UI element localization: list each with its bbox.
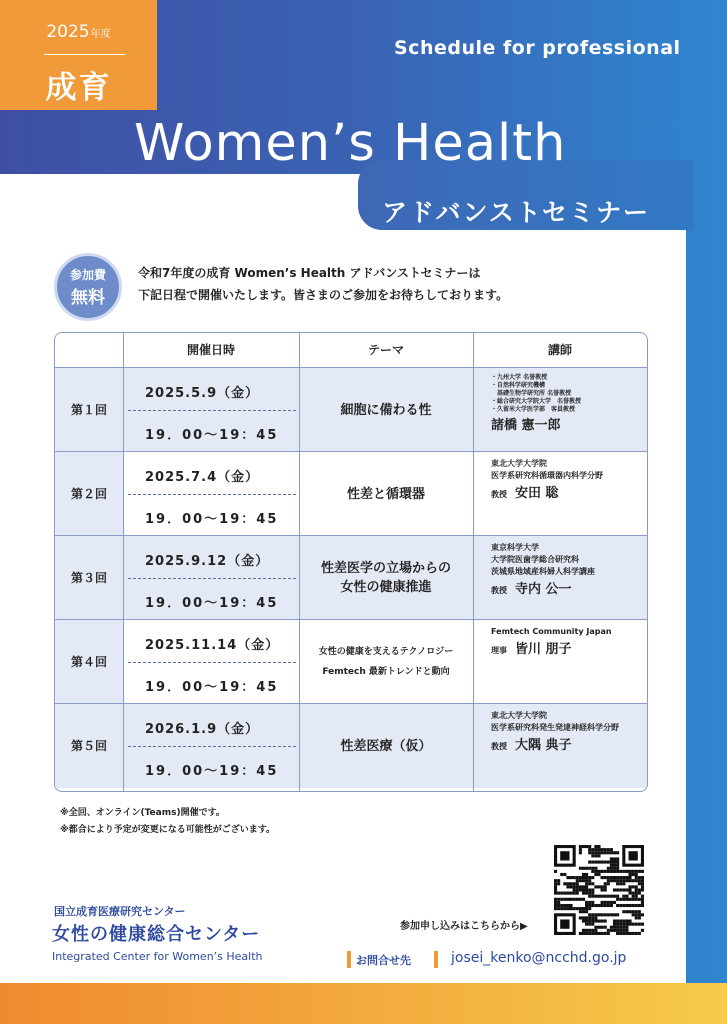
- org-name-english: Integrated Center for Women’s Health: [52, 950, 263, 963]
- year-suffix: 年度: [90, 29, 111, 40]
- lecturer-affiliation: 医学系研究科発生発達神経科学分野: [491, 723, 619, 732]
- schedule-table: [54, 332, 648, 792]
- note-item: ※全回、オンライン(Teams)開催です。: [60, 808, 225, 818]
- page-title: Women’s Health: [134, 114, 567, 173]
- intro-text: [138, 262, 508, 306]
- lecturer-cell: [491, 710, 641, 753]
- year-number: 2025: [46, 22, 90, 42]
- lecturer-affiliation: 大学院医歯学総合研究科: [491, 555, 579, 564]
- lecturer-cell: [491, 542, 641, 597]
- lecturer-name: 大隅 典子: [515, 738, 572, 753]
- session-time: 19．00～19：45: [145, 512, 279, 527]
- qr-code-icon[interactable]: [554, 845, 644, 935]
- session-label: 第１回: [55, 368, 123, 452]
- contact-accent: [434, 951, 438, 968]
- lecturer-affiliation: ・九州大学 名誉教授: [491, 374, 548, 381]
- session-time: 19．00～19：45: [145, 764, 279, 779]
- lecturer-affiliation: 東北大学大学院: [491, 459, 547, 468]
- lecturer-name-line: [491, 584, 641, 597]
- session-label: 第２回: [55, 452, 123, 536]
- session-time: 19．00～19：45: [145, 680, 279, 695]
- date-divider: [128, 578, 296, 579]
- lecturer-affiliation: ・久留米大学医学部 客員教授: [491, 406, 576, 413]
- intro-line: 下記日程で開催いたします。皆さまのご参加をお待ちしております。: [138, 288, 509, 302]
- free-label: 無料: [71, 288, 105, 308]
- table-row: [55, 367, 647, 452]
- session-label: 第４回: [55, 620, 123, 704]
- org-parent: 国立成育医療研究センター: [54, 905, 186, 918]
- lecturer-name: 諸橋 憲一郎: [491, 418, 561, 433]
- lecturer-affiliation: 茨城県地域産科婦人科学講座: [491, 567, 595, 576]
- table-row: [55, 619, 647, 704]
- lecturer-role: 教授: [491, 586, 507, 595]
- lecturer-cell: [491, 458, 641, 501]
- lecturer-name-line: [491, 644, 641, 657]
- date-divider: [128, 662, 296, 663]
- lecturer-name-line: [491, 488, 641, 501]
- lecturer-affiliation: Femtech Community Japan: [491, 627, 612, 636]
- brand-label: 成育: [45, 70, 112, 106]
- table-row: [55, 535, 647, 620]
- table-row: [55, 451, 647, 536]
- lecturer-affiliation: 医学系研究科循環器内科学分野: [491, 471, 603, 480]
- session-theme: 性差と循環器: [346, 486, 425, 502]
- contact-email-link[interactable]: josei_kenko@ncchd.go.jp: [451, 950, 627, 966]
- lecturer-name: 安田 聡: [515, 486, 559, 501]
- session-time: 19．00～19：45: [145, 428, 279, 443]
- session-theme: 女性の健康を支えるテクノロジー Femtech 最新トレンドと動向: [318, 647, 454, 677]
- session-date: 2026.1.9（金）: [145, 722, 260, 737]
- date-divider: [128, 494, 296, 495]
- contact-accent: [347, 951, 351, 968]
- apply-link[interactable]: 参加申し込みはこちらから▶: [400, 921, 528, 932]
- lecturer-cell: [491, 626, 641, 657]
- session-label: 第５回: [55, 704, 123, 788]
- lecturer-affiliation: 基礎生物学研究所 名誉教授: [491, 390, 572, 397]
- session-date: 2025.7.4（金）: [145, 470, 260, 485]
- header-theme: テーマ: [367, 343, 404, 357]
- lecturer-affiliation: ・総合研究大学院大学 名誉教授: [491, 398, 582, 405]
- session-date: 2025.9.12（金）: [145, 554, 270, 569]
- lecturer-affiliation: ・自然科学研究機構: [491, 382, 546, 389]
- table-column-divider: [299, 333, 300, 791]
- year-badge: [0, 0, 157, 110]
- lecturer-name-line: [491, 740, 641, 753]
- lecturer-role: 教授: [491, 742, 507, 751]
- date-divider: [128, 410, 296, 411]
- schedule-label: Schedule for professional: [394, 37, 681, 59]
- lecturer-cell: [491, 374, 641, 432]
- footer-bar: [0, 983, 727, 1024]
- table-row: [55, 703, 647, 788]
- session-label: 第３回: [55, 536, 123, 620]
- page-subtitle: アドバンストセミナー: [382, 198, 651, 227]
- lecturer-name: 寺内 公一: [515, 582, 572, 597]
- session-time: 19．00～19：45: [145, 596, 279, 611]
- header-lecturer: 講師: [547, 343, 572, 357]
- year-label: [0, 22, 157, 42]
- table-column-divider: [123, 333, 124, 791]
- contact-label: お問合せ先: [356, 954, 411, 967]
- table-column-divider: [473, 333, 474, 791]
- session-date: 2025.11.14（金）: [145, 638, 280, 653]
- lecturer-affiliation: 東京科学大学: [491, 543, 539, 552]
- session-date: 2025.5.9（金）: [145, 386, 260, 401]
- lecturer-name-line: [491, 420, 641, 432]
- lecturer-role: 教授: [491, 490, 507, 499]
- date-divider: [128, 746, 296, 747]
- session-theme: 細胞に備わる性: [340, 402, 432, 418]
- notes: [60, 805, 275, 839]
- intro-line: 令和7年度の成育 Women’s Health アドバンストセミナーは: [138, 266, 481, 280]
- lecturer-affiliation: 東北大学大学院: [491, 711, 547, 720]
- fee-label: 参加費: [69, 268, 106, 282]
- note-item: ※都合により予定が変更になる可能性がございます。: [60, 825, 276, 835]
- header-datetime: 開催日時: [186, 343, 235, 357]
- session-theme: 性差医療（仮）: [340, 738, 432, 754]
- session-theme: 性差医学の立場からの 女性の健康推進: [320, 561, 451, 595]
- org-name: 女性の健康総合センター: [52, 924, 261, 945]
- badge-divider: [44, 54, 125, 55]
- free-badge: [54, 253, 122, 321]
- lecturer-name: 皆川 朋子: [515, 642, 572, 657]
- lecturer-role: 理事: [491, 646, 507, 655]
